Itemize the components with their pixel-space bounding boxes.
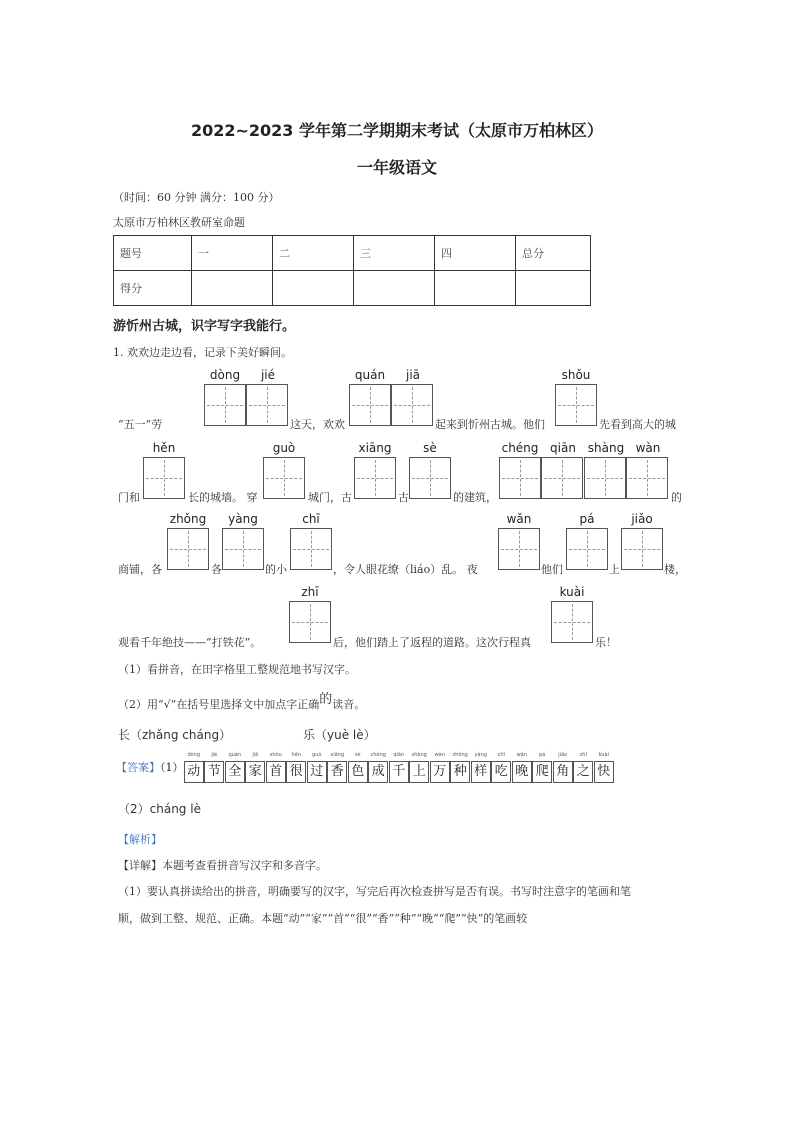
score-table <box>113 235 591 306</box>
writing-grid[interactable] <box>391 384 433 426</box>
answer-row <box>116 751 614 783</box>
score-cell: 三 <box>354 236 435 271</box>
answer-char: 万 <box>430 761 450 783</box>
answer-char-group <box>553 751 574 783</box>
answer-char: 吃 <box>491 761 511 783</box>
passage-text: “五一”劳 <box>118 418 163 431</box>
answer-pinyin: yàng <box>474 752 487 758</box>
analysis-paragraph: 顺，做到工整、规范、正确。本题“动”“家”“首”“很”“香”“种”“晚”“爬”“快”的笔画较 <box>118 912 528 925</box>
answer-char: 成 <box>368 761 388 783</box>
writing-grid[interactable] <box>555 384 597 426</box>
answer-pinyin: guò <box>312 752 322 758</box>
answer-label: 【答案】 <box>116 761 160 774</box>
instruction-2-tail: 读音。 <box>332 698 366 711</box>
answer-pinyin: hěn <box>291 752 301 758</box>
passage-text: 楼， <box>664 563 686 576</box>
pinyin-label: shǒu <box>561 368 591 382</box>
answer-char-group <box>286 751 307 783</box>
analysis-detail: 【详解】本题考查看拼音写汉字和多音字。 <box>118 859 327 872</box>
writing-grid[interactable] <box>246 384 288 426</box>
pinyin-label: shàng <box>587 441 625 455</box>
score-cell: 四 <box>435 236 516 271</box>
passage-text: 后，他们踏上了返程的道路。这次行程真 <box>333 636 531 649</box>
answer-char-group <box>409 751 430 783</box>
answer-pinyin: zhī <box>579 752 587 758</box>
answer-char: 样 <box>471 761 491 783</box>
writing-grid[interactable] <box>167 528 209 570</box>
answer-char-group <box>245 751 266 783</box>
answer-pinyin: wǎn <box>516 752 527 758</box>
answer-pinyin: dòng <box>187 752 201 758</box>
section-heading: 游忻州古城，识字写字我能行。 <box>113 319 296 334</box>
answer-pinyin: chéng <box>370 752 386 758</box>
pinyin-label: pá <box>579 512 595 526</box>
passage-text: 商铺，各 <box>118 563 162 576</box>
pinyin-label: jiā <box>405 368 421 382</box>
answer-char: 香 <box>327 761 347 783</box>
analysis-paragraph: （1）要认真拼读给出的拼音，明确要写的汉字，写完后再次检查拼写是否有误。书写时注意字的笔画和笔 <box>118 885 631 898</box>
answer-char: 家 <box>245 761 265 783</box>
instruction-1: （1）看拼音，在田字格里工整规范地书写汉字。 <box>118 663 356 676</box>
time-info: （时间：60 分钟 满分：100 分） <box>113 191 280 204</box>
passage-text: 他们 <box>541 563 563 576</box>
answer-char: 动 <box>184 761 204 783</box>
pinyin-label: jiǎo <box>631 512 653 526</box>
answer-pinyin: jiā <box>252 752 259 758</box>
pinyin-label: qiān <box>550 441 576 455</box>
pinyin-label: wàn <box>635 441 661 455</box>
pinyin-label: xiāng <box>358 441 392 455</box>
pinyin-label: guò <box>272 441 296 455</box>
answer-char-group <box>594 751 615 783</box>
passage-text: 门和 <box>118 491 140 504</box>
answer-char-group <box>348 751 369 783</box>
answer-pinyin: quán <box>228 752 242 758</box>
pinyin-label: zhǒng <box>169 512 207 526</box>
analysis-label: 【解析】 <box>118 833 162 846</box>
score-cell: 题号 <box>114 236 192 271</box>
answer-char-group <box>491 751 512 783</box>
writing-grid[interactable] <box>566 528 608 570</box>
score-input[interactable] <box>192 271 273 306</box>
answer-part2: （2）cháng lè <box>118 802 201 816</box>
answer-char-group <box>327 751 348 783</box>
pinyin-label: hěn <box>152 441 176 455</box>
answer-char-group <box>430 751 451 783</box>
answer-pinyin: sè <box>354 752 361 758</box>
answer-char: 快 <box>594 761 614 783</box>
answer-char: 种 <box>450 761 470 783</box>
answer-pinyin: pá <box>539 752 546 758</box>
answer-char-group <box>368 751 389 783</box>
answer-char-group <box>184 751 205 783</box>
subject-title: 一年级语文 <box>356 158 437 177</box>
passage-text: 上 <box>609 563 620 576</box>
answer-char: 全 <box>225 761 245 783</box>
answer-char: 过 <box>307 761 327 783</box>
answer-char: 上 <box>409 761 429 783</box>
answer-char: 角 <box>553 761 573 783</box>
passage-text: 先看到高大的城 <box>599 418 676 431</box>
answer-pinyin: kuài <box>598 752 609 758</box>
writing-grid[interactable] <box>621 528 663 570</box>
writing-grid[interactable] <box>541 457 583 499</box>
answer-char: 色 <box>348 761 368 783</box>
pinyin-label: quán <box>354 368 386 382</box>
answer-char: 千 <box>389 761 409 783</box>
passage-text: 的 <box>671 491 682 504</box>
passage-text: 的建筑， <box>453 491 497 504</box>
writing-grid[interactable] <box>222 528 264 570</box>
answer-char: 爬 <box>532 761 552 783</box>
answer-char: 晚 <box>512 761 532 783</box>
answer-pinyin: shàng <box>411 752 427 758</box>
passage-text: 观看千年绝技——“打铁花”。 <box>118 636 262 649</box>
answer-pinyin: chī <box>497 752 505 758</box>
writing-grid[interactable] <box>263 457 305 499</box>
score-cell: 总分 <box>516 236 591 271</box>
answer-char-group <box>225 751 246 783</box>
answer-char-group <box>532 751 553 783</box>
instruction-2 <box>118 693 365 712</box>
score-input[interactable] <box>516 271 591 306</box>
answer-number: （1） <box>160 761 184 774</box>
writing-grid[interactable] <box>584 457 626 499</box>
writing-grid[interactable] <box>143 457 185 499</box>
passage-text: 乐！ <box>595 636 617 649</box>
answer-pinyin: jiǎo <box>558 752 568 758</box>
writing-grid[interactable] <box>290 528 332 570</box>
pinyin-label: dòng <box>209 368 241 382</box>
passage-text: 古 <box>398 491 409 504</box>
answer-char-group <box>573 751 594 783</box>
writing-grid[interactable] <box>349 384 391 426</box>
answer-char-group <box>512 751 533 783</box>
writing-grid[interactable] <box>354 457 396 499</box>
answer-pinyin: shǒu <box>269 752 282 758</box>
passage-text: ，令人眼花缭（liáo）乱。 夜 <box>333 563 478 576</box>
pinyin-label: kuài <box>559 585 585 599</box>
pinyin-label: jié <box>260 368 276 382</box>
option-chang: 长（zhǎng cháng） <box>118 728 232 742</box>
answer-char: 节 <box>204 761 224 783</box>
answer-char-group <box>307 751 328 783</box>
answer-pinyin: jié <box>211 752 218 758</box>
score-cell: 得分 <box>114 271 192 306</box>
score-cell: 一 <box>192 236 273 271</box>
writing-grid[interactable] <box>409 457 451 499</box>
answer-char: 之 <box>573 761 593 783</box>
option-le: 乐（yuè lè） <box>303 728 376 742</box>
score-input[interactable] <box>354 271 435 306</box>
page-title: 2022~2023 学年第二学期期末考试（太原市万柏林区） <box>190 121 604 140</box>
answer-char: 首 <box>266 761 286 783</box>
writing-grid[interactable] <box>551 601 593 643</box>
writing-grid[interactable] <box>204 384 246 426</box>
question-1: 1. 欢欢边走边看，记录下美好瞬间。 <box>113 346 292 359</box>
answer-pinyin: wàn <box>434 752 445 758</box>
writing-grid[interactable] <box>498 528 540 570</box>
answer-char-group <box>389 751 410 783</box>
passage-text: 起来到忻州古城。他们 <box>435 418 545 431</box>
answer-pinyin: zhǒng <box>452 752 468 758</box>
passage-text: 长的城墙。 穿 <box>188 491 258 504</box>
pinyin-label: chéng <box>501 441 539 455</box>
score-cell: 二 <box>273 236 354 271</box>
writing-grid[interactable] <box>626 457 668 499</box>
answer-cells <box>184 752 615 779</box>
answer-pinyin: qiān <box>393 752 405 758</box>
score-input[interactable] <box>273 271 354 306</box>
author-info: 太原市万柏林区教研室命题 <box>113 216 245 229</box>
passage-text: 这天，欢欢 <box>290 418 345 431</box>
passage-text: 各 <box>211 563 222 576</box>
score-input[interactable] <box>435 271 516 306</box>
instruction-2-text: （2）用“√”在括号里选择文中加点字正确 <box>118 698 320 711</box>
pinyin-label: zhī <box>301 585 319 599</box>
answer-char-group <box>204 751 225 783</box>
pinyin-label: yàng <box>228 512 258 526</box>
answer-char-group <box>266 751 287 783</box>
answer-pinyin: xiāng <box>330 752 345 758</box>
passage-text: 城门，古 <box>308 491 352 504</box>
answer-char: 很 <box>286 761 306 783</box>
answer-char-group <box>450 751 471 783</box>
pinyin-label: wǎn <box>506 512 532 526</box>
passage-text: 的小 <box>265 563 287 576</box>
answer-char-group <box>471 751 492 783</box>
writing-grid[interactable] <box>499 457 541 499</box>
instruction-2-particle: 的 <box>319 692 333 707</box>
pinyin-label: chī <box>302 512 320 526</box>
writing-grid[interactable] <box>289 601 331 643</box>
pinyin-label: sè <box>423 441 437 455</box>
